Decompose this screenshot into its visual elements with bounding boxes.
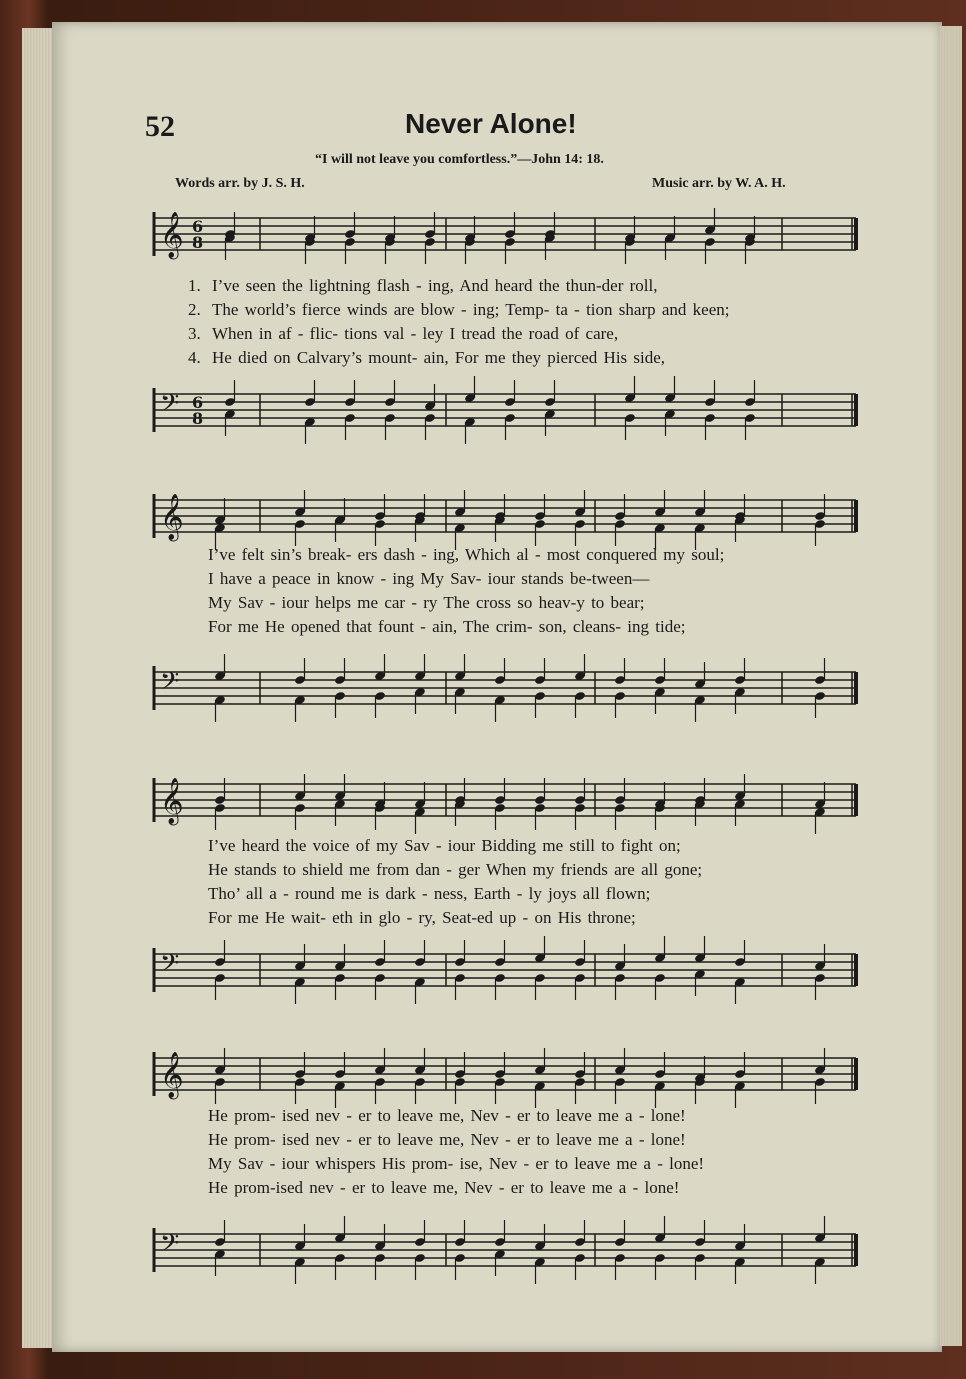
bass-clef-icon: 𝄢: [160, 1229, 180, 1264]
bass-staff-2: [150, 650, 860, 730]
verse-line: For me He opened that fount - ain, The crim- son, cleans- ing tide;: [208, 617, 686, 636]
treble-clef-icon: 𝄞: [160, 212, 184, 258]
verse-line: My Sav - iour whispers His prom- ise, Nev - er to leave me a - lone!: [208, 1154, 705, 1173]
music-credit: Music arr. by W. A. H.: [652, 176, 786, 191]
time-signature-icon: 8: [192, 409, 204, 428]
words-credit: Words arr. by J. S. H.: [175, 176, 305, 191]
page-number: 52: [145, 110, 175, 143]
bass-staff-4: [150, 1212, 860, 1292]
time-signature-icon: 6: [192, 393, 204, 412]
treble-clef-icon: 𝄞: [160, 778, 184, 824]
verse-line: 2. The world’s fierce winds are blow - ing; Temp- ta - tion sharp and keen;: [188, 300, 730, 319]
page-edges-right: [940, 26, 962, 1346]
bass-clef-icon: 𝄢: [160, 389, 180, 424]
verse-line: He prom- ised nev - er to leave me, Nev - er to leave me a - lone!: [208, 1130, 686, 1149]
verse-line: I’ve felt sin’s break- ers dash - ing, Which al - most conquered my soul;: [208, 545, 725, 564]
bass-clef-icon: 𝄢: [160, 667, 180, 702]
verse-block-4: [150, 1106, 860, 1202]
verse-line: Tho’ all a - round me is dark - ness, Earth - ly joys all flown;: [208, 884, 651, 903]
verse-line: I have a peace in know - ing My Sav- iour stands be-tween—: [208, 569, 650, 588]
treble-staff-3: [150, 762, 860, 842]
time-signature-icon: 8: [192, 233, 204, 252]
verse-line: 3. When in af - flic- tions val - ley I tread the road of care,: [188, 324, 619, 343]
verse-line: I’ve heard the voice of my Sav - iour Bidding me still to fight on;: [208, 836, 681, 855]
bass-clef-icon: 𝄢: [160, 949, 180, 984]
treble-staff-4: [150, 1036, 860, 1116]
verse-line: He prom- ised nev - er to leave me, Nev - er to leave me a - lone!: [208, 1106, 686, 1125]
verse-line: For me He wait- eth in glo - ry, Seat-ed up - on His throne;: [208, 908, 636, 927]
bass-staff-1: [150, 372, 860, 452]
verse-line: 1. I’ve seen the lightning flash - ing, And heard the thun-der roll,: [188, 276, 658, 295]
bass-staff-3: [150, 932, 860, 1012]
verse-block-2: [150, 545, 860, 641]
verse-line: 4. He died on Calvary’s mount- ain, For me they pierced His side,: [188, 348, 666, 367]
verse-block-3: [150, 836, 860, 932]
verse-block-1: [150, 276, 860, 372]
verse-line: He prom-ised nev - er to leave me, Nev - er to leave me a - lone!: [208, 1178, 680, 1197]
treble-clef-icon: 𝄞: [160, 494, 184, 540]
time-signature-icon: 6: [192, 217, 204, 236]
treble-clef-icon: 𝄞: [160, 1052, 184, 1098]
treble-staff-1: [150, 196, 860, 276]
verse-line: My Sav - iour helps me car - ry The cross so heav-y to bear;: [208, 593, 645, 612]
epigraph: “I will not leave you comfortless.”—John 14: 18.: [315, 152, 604, 167]
verse-line: He stands to shield me from dan - ger When my friends are all gone;: [208, 860, 703, 879]
hymn-title: Never Alone!: [405, 108, 577, 139]
